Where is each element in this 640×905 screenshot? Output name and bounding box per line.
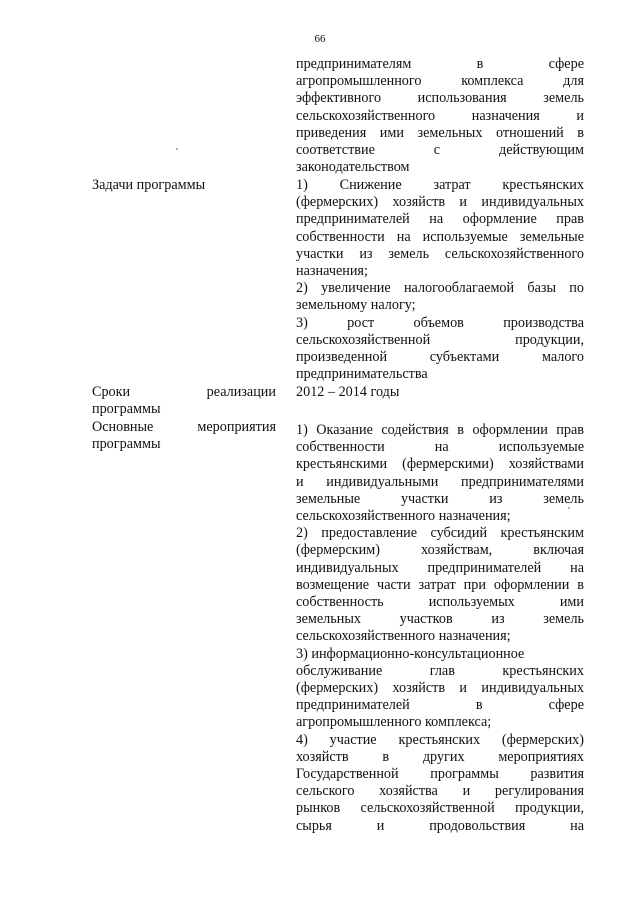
- text-line: соответствие с действующим: [296, 142, 584, 159]
- text-line: предпринимателей на оформление прав: [296, 211, 584, 228]
- text-line: 3) рост объемов производства: [296, 314, 584, 331]
- text-line: обслуживание глав крестьянских: [296, 662, 584, 679]
- activities-label-line: программы: [92, 436, 161, 453]
- tasks-label: [92, 177, 276, 194]
- text-line: сельскохозяйственной продукции,: [296, 331, 584, 348]
- text-line: 1) Снижение затрат крестьянских: [296, 177, 584, 193]
- text-line: участки из земель сельскохозяйственного: [296, 245, 584, 262]
- tasks-label-text: Задачи программы: [92, 177, 206, 193]
- text-line: агропромышленного комплекса для: [296, 73, 584, 90]
- text-line: предпринимателям в сфере: [296, 56, 584, 72]
- text-line: (фермерским) хозяйствам, включая: [296, 542, 584, 559]
- scan-speck: [568, 507, 570, 509]
- terms-label-line: Сроки реализации: [92, 384, 276, 400]
- activities-label-line: Основные мероприятия: [92, 419, 276, 435]
- text-line: крестьянскими (фермерскими) хозяйствами: [296, 456, 584, 473]
- text-line: сырья и продовольствия на: [296, 817, 584, 834]
- text-line: сельскохозяйственного назначения и: [296, 107, 584, 124]
- text-line: земельному налогу;: [296, 297, 416, 314]
- text-line: собственность используемых ими: [296, 594, 584, 611]
- text-line: предпринимательства: [296, 366, 428, 383]
- text-line: и индивидуальными предпринимателями: [296, 473, 584, 490]
- text-line: эффективного использования земель: [296, 90, 584, 107]
- tasks-text: [296, 177, 584, 383]
- terms-label-line: программы: [92, 401, 161, 418]
- text-line: 4) участие крестьянских (фермерских): [296, 731, 584, 748]
- text-line: Государственной программы развития: [296, 766, 584, 783]
- text-line: назначения;: [296, 263, 368, 280]
- text-line: сельскохозяйственного назначения;: [296, 508, 511, 525]
- terms-value-text: 2012 – 2014 годы: [296, 384, 400, 400]
- text-line: агропромышленного комплекса;: [296, 714, 492, 731]
- text-line: 2) предоставление субсидий крестьянским: [296, 525, 584, 542]
- text-line: земельных участков из земель: [296, 611, 584, 628]
- page-number: 66: [314, 33, 326, 45]
- text-line: возмещение части затрат при оформлении в: [296, 576, 584, 593]
- text-line: индивидуальных предпринимателей на: [296, 559, 584, 576]
- text-line: собственности на используемые земельные: [296, 228, 584, 245]
- activities-text: [296, 422, 584, 835]
- text-line: предпринимателей в сфере: [296, 697, 584, 714]
- scan-speck: [176, 148, 178, 150]
- terms-label: [92, 384, 276, 418]
- text-line: (фермерских) хозяйств и индивидуальных: [296, 680, 584, 697]
- text-line: приведения ими земельных отношений в: [296, 124, 584, 141]
- terms-value: [296, 384, 584, 401]
- text-line: (фермерских) хозяйств и индивидуальных: [296, 194, 584, 211]
- text-line: сельскохозяйственного назначения;: [296, 628, 511, 645]
- continuation-text: [296, 56, 584, 176]
- text-line: 3) информационно-консультационное: [296, 645, 525, 662]
- text-line: 1) Оказание содействия в оформлении прав: [296, 422, 584, 438]
- text-line: земельные участки из земель: [296, 490, 584, 507]
- text-line: сельского хозяйства и регулирования: [296, 783, 584, 800]
- text-line: 2) увеличение налогооблагаемой базы по: [296, 280, 584, 297]
- text-line: хозяйств в других мероприятиях: [296, 748, 584, 765]
- text-line: произведенной субъектами малого: [296, 349, 584, 366]
- text-line: собственности на используемые: [296, 439, 584, 456]
- text-line: рынков сельскохозяйственной продукции,: [296, 800, 584, 817]
- text-line: законодательством: [296, 159, 410, 176]
- activities-label: [92, 419, 276, 453]
